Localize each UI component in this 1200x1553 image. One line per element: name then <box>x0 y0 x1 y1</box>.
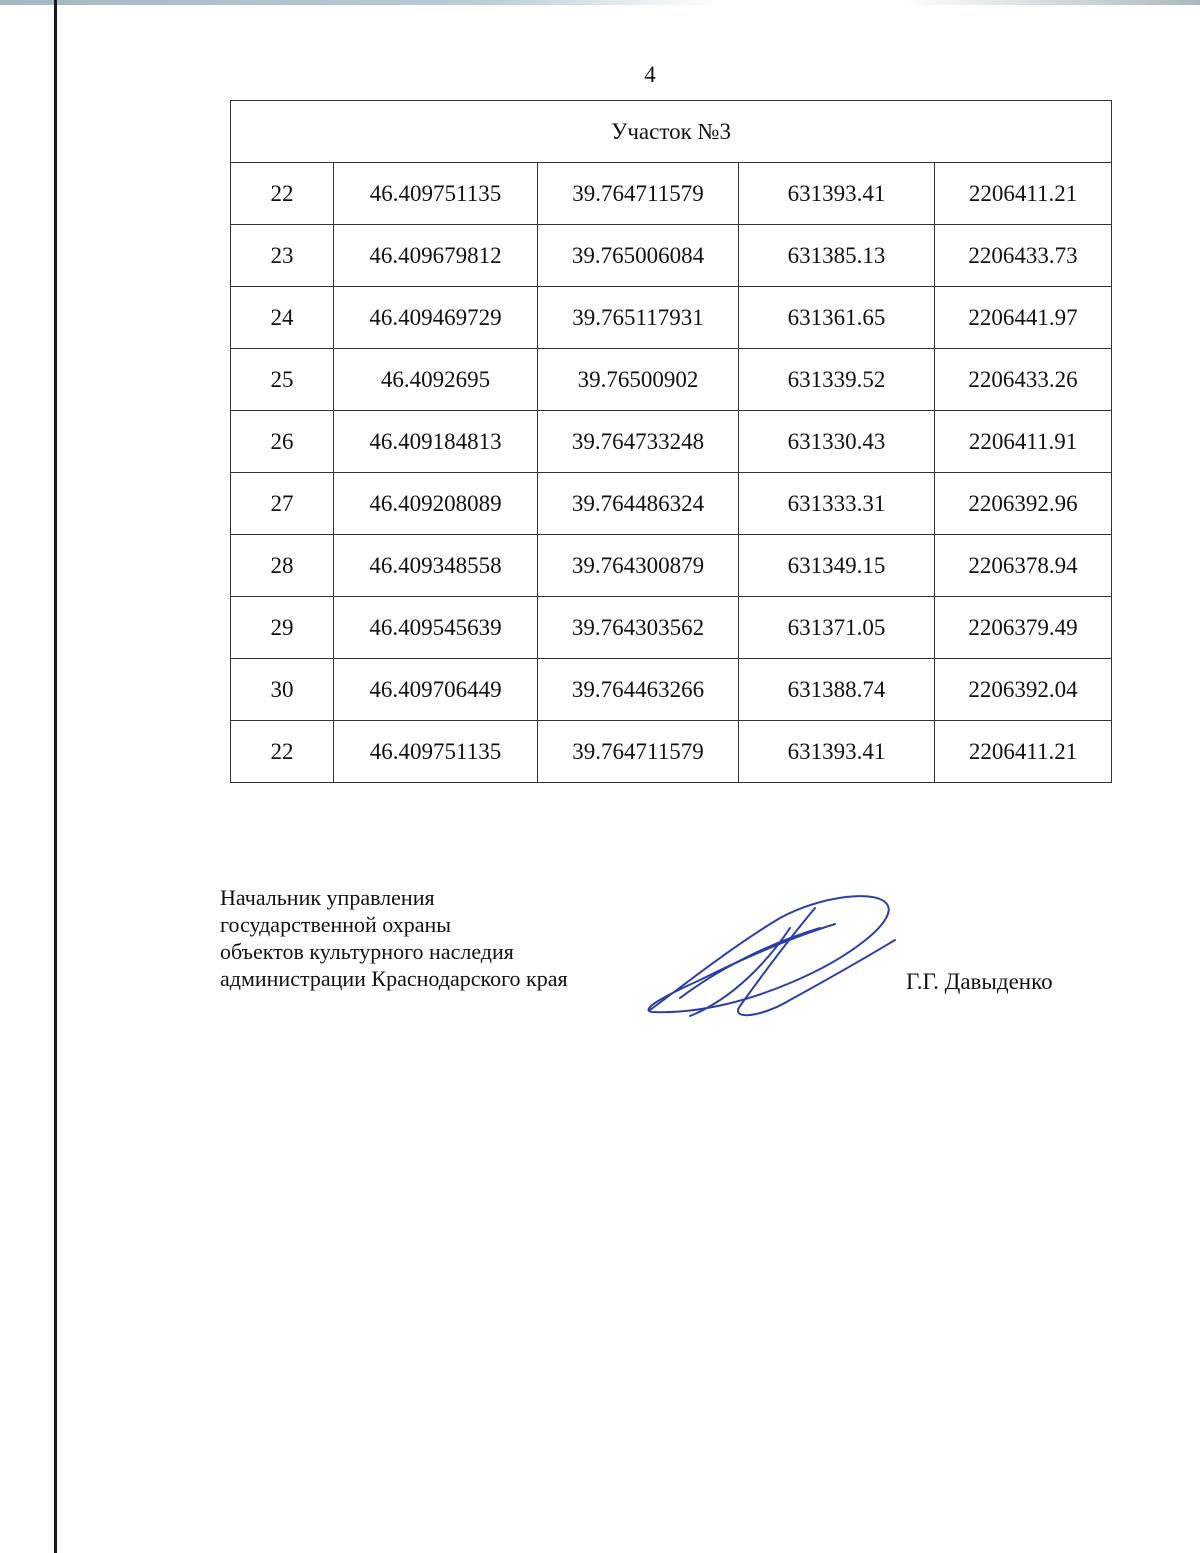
point-number-cell: 26 <box>231 411 334 473</box>
x-coordinate-cell: 631330.43 <box>739 411 935 473</box>
x-coordinate-cell: 631349.15 <box>739 535 935 597</box>
position-line: объектов культурного наследия <box>220 939 514 964</box>
y-coordinate-cell: 2206433.26 <box>935 349 1112 411</box>
x-coordinate-cell: 631371.05 <box>739 597 935 659</box>
table-row <box>231 473 1112 535</box>
y-coordinate-cell: 2206433.73 <box>935 225 1112 287</box>
page-number: 4 <box>644 62 656 87</box>
longitude-cell: 39.764733248 <box>538 411 739 473</box>
x-coordinate-cell: 631393.41 <box>739 721 935 783</box>
point-number-cell: 23 <box>231 225 334 287</box>
table-row <box>231 163 1112 225</box>
point-number-cell: 30 <box>231 659 334 721</box>
position-line: государственной охраны <box>220 912 452 937</box>
latitude-cell: 46.409184813 <box>334 411 538 473</box>
table-row <box>231 349 1112 411</box>
x-coordinate-cell: 631333.31 <box>739 473 935 535</box>
table-row <box>231 535 1112 597</box>
latitude-cell: 46.409208089 <box>334 473 538 535</box>
x-coordinate-cell: 631393.41 <box>739 163 935 225</box>
x-coordinate-cell: 631385.13 <box>739 225 935 287</box>
x-coordinate-cell: 631388.74 <box>739 659 935 721</box>
point-number-cell: 22 <box>231 163 334 225</box>
point-number-cell: 22 <box>231 721 334 783</box>
signer-name: Г.Г. Давыденко <box>906 969 1053 994</box>
position-line: Начальник управления <box>220 885 435 910</box>
point-number-cell: 25 <box>231 349 334 411</box>
latitude-cell: 46.409751135 <box>334 163 538 225</box>
table-row <box>231 411 1112 473</box>
y-coordinate-cell: 2206411.21 <box>935 163 1112 225</box>
coordinates-table <box>230 100 1112 783</box>
latitude-cell: 46.409348558 <box>334 535 538 597</box>
coordinates-table-body <box>231 101 1112 783</box>
longitude-cell: 39.76500902 <box>538 349 739 411</box>
longitude-cell: 39.765117931 <box>538 287 739 349</box>
section-title: Участок №3 <box>231 101 1112 163</box>
latitude-cell: 46.409679812 <box>334 225 538 287</box>
handwritten-signature <box>640 888 910 1028</box>
scan-left-edge <box>54 0 57 1553</box>
signature-stroke <box>680 928 820 998</box>
table-row <box>231 659 1112 721</box>
y-coordinate-cell: 2206411.91 <box>935 411 1112 473</box>
latitude-cell: 46.4092695 <box>334 349 538 411</box>
latitude-cell: 46.409706449 <box>334 659 538 721</box>
signature-stroke <box>690 928 790 1016</box>
table-row <box>231 225 1112 287</box>
point-number-cell: 24 <box>231 287 334 349</box>
x-coordinate-cell: 631339.52 <box>739 349 935 411</box>
point-number-cell: 28 <box>231 535 334 597</box>
table-row <box>231 287 1112 349</box>
longitude-cell: 39.764486324 <box>538 473 739 535</box>
scan-top-edge <box>0 0 1200 5</box>
point-number-cell: 29 <box>231 597 334 659</box>
longitude-cell: 39.764463266 <box>538 659 739 721</box>
y-coordinate-cell: 2206379.49 <box>935 597 1112 659</box>
x-coordinate-cell: 631361.65 <box>739 287 935 349</box>
y-coordinate-cell: 2206411.21 <box>935 721 1112 783</box>
signer-position <box>220 884 568 992</box>
table-row <box>231 721 1112 783</box>
y-coordinate-cell: 2206392.04 <box>935 659 1112 721</box>
table-row <box>231 597 1112 659</box>
y-coordinate-cell: 2206441.97 <box>935 287 1112 349</box>
latitude-cell: 46.409469729 <box>334 287 538 349</box>
latitude-cell: 46.409751135 <box>334 721 538 783</box>
longitude-cell: 39.764303562 <box>538 597 739 659</box>
latitude-cell: 46.409545639 <box>334 597 538 659</box>
y-coordinate-cell: 2206392.96 <box>935 473 1112 535</box>
longitude-cell: 39.764711579 <box>538 721 739 783</box>
longitude-cell: 39.765006084 <box>538 225 739 287</box>
position-line: администрации Краснодарского края <box>220 966 568 991</box>
longitude-cell: 39.764300879 <box>538 535 739 597</box>
signature-stroke <box>738 908 895 1015</box>
point-number-cell: 27 <box>231 473 334 535</box>
longitude-cell: 39.764711579 <box>538 163 739 225</box>
section-title-row <box>231 101 1112 163</box>
y-coordinate-cell: 2206378.94 <box>935 535 1112 597</box>
